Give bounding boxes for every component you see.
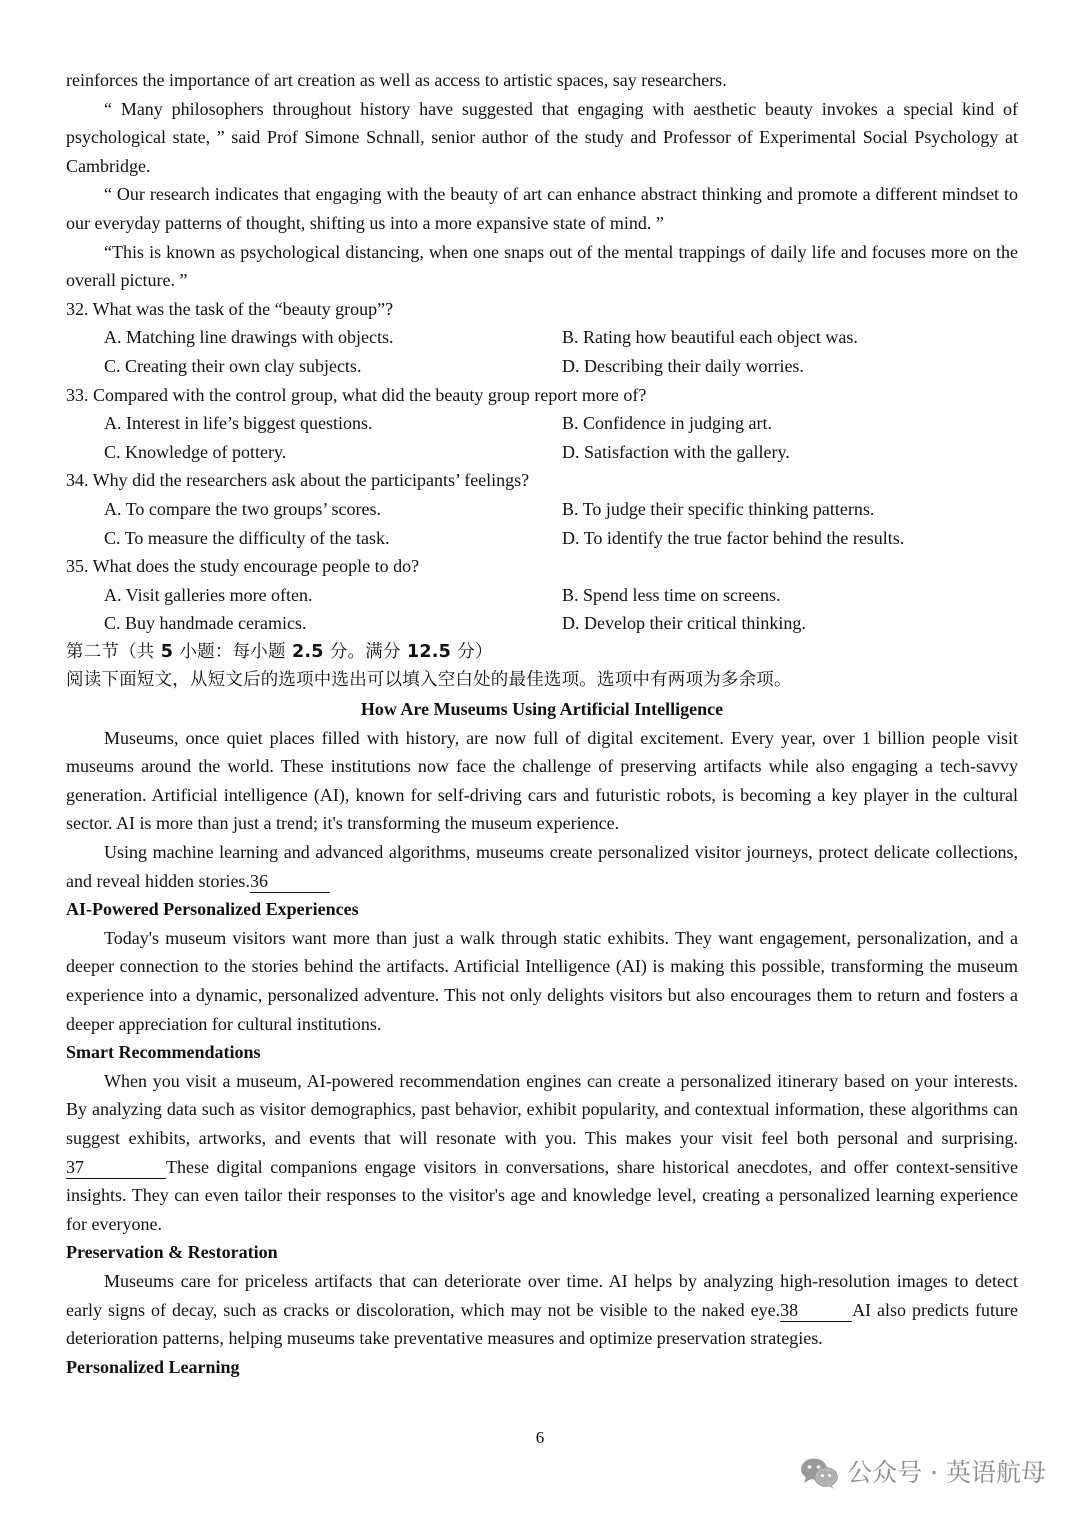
option-a: A. Interest in life’s biggest questions. — [104, 413, 373, 434]
section-total-points: 12.5 — [400, 641, 458, 662]
question-options — [66, 581, 1018, 638]
option-c: C. Knowledge of pottery. — [104, 441, 287, 462]
option-d: D. Develop their critical thinking. — [562, 613, 806, 634]
paragraph-text: When you visit a museum, AI-powered recommendation engines can create a personalized itinerary based on your interests. By analyzing data such as visitor demographics, past behavior, exhibit popularity, and contextual information, these algorithms can suggest exhibits, artworks, and events that will resonate with you. This makes your visit feel both personal and surprising. — [66, 1070, 1018, 1148]
page-number: 6 — [535, 1428, 545, 1447]
option-d: D. To identify the true factor behind the results. — [562, 527, 905, 548]
article-intro-paragraph: Museums, once quiet places filled with history, are now full of digital excitement. Every year, over 1 billion people visit museums around the world. These institutions now face the challenge of preserving artifacts while also engaging a tech-savvy generation. Artificial intelligence (AI), known for self-driving cars and futuristic robots, is becoming a key player in the cultural sector. AI is more than just a trend; it's transforming the museum experience. — [66, 727, 1018, 834]
blank-38: 38 — [780, 1299, 852, 1322]
option-b: B. Rating how beautiful each object was. — [562, 327, 858, 348]
paragraph-personalized-experiences: Today's museum visitors want more than just a walk through static exhibits. They want engagement, personalization, and a deeper connection to the stories behind the artifacts. Artificial Intelligence (AI) is making this possible, transforming the museum experience into a dynamic, personalized adventure. This not only delights visitors but also encourages them to return and fosters a deeper appreciation for cultural institutions. — [66, 927, 1018, 1034]
document-page — [66, 66, 1018, 1381]
option-c: C. Creating their own clay subjects. — [104, 355, 362, 376]
option-b: B. Confidence in judging art. — [562, 413, 772, 434]
option-c: C. To measure the difficulty of the task. — [104, 527, 390, 548]
paragraph-text: Using machine learning and advanced algorithms, museums create personalized visitor journeys, protect delicate collections, and reveal hidden stories. — [66, 842, 1018, 891]
question-33 — [66, 381, 1018, 467]
watermark-text: 公众号 · 英语航母 — [847, 1457, 1046, 1487]
option-b: B. To judge their specific thinking patterns. — [562, 498, 875, 519]
paragraph-smart-recommendations — [66, 1067, 1018, 1239]
quote-paragraph-distancing: “This is known as psychological distancing, when one snaps out of the mental trappings of daily life and focuses more on the overall picture. ” — [66, 241, 1018, 291]
article-title: How Are Museums Using Artificial Intelligence — [360, 699, 724, 720]
question-32 — [66, 295, 1018, 381]
article-intro-paragraph-2 — [66, 838, 1018, 895]
blank-37: 37 — [66, 1156, 166, 1179]
quote-paragraph-research: “ Our research indicates that engaging with the beauty of art can enhance abstract thinking and promote a different mindset to our everyday patterns of thought, shifting us into a more expansive state of mind. ” — [66, 184, 1018, 233]
section-instruction: 阅读下面短文，从短文后的选项中选出可以填入空白处的最佳选项。选项中有两项为多余项。 — [66, 670, 792, 691]
section-heading-smart-recommendations: Smart Recommendations — [66, 1042, 261, 1063]
question-options — [66, 323, 1018, 380]
section-question-count: 5 — [154, 641, 180, 662]
option-d: D. Describing their daily worries. — [562, 355, 804, 376]
option-d: D. Satisfaction with the gallery. — [562, 441, 790, 462]
question-stem: 33. Compared with the control group, what did the beauty group report more of? — [66, 384, 647, 405]
quote-paragraph-schnall: “ Many philosophers throughout history have suggested that engaging with aesthetic beauty invokes a special kind of psychological state, ” said Prof Simone Schnall, senior author of the study and Professor of Experimental Social Psychology at Cambridge. — [66, 98, 1018, 176]
option-c: C. Buy handmade ceramics. — [104, 613, 307, 634]
blank-36: 36 — [250, 870, 330, 893]
watermark — [799, 1455, 1046, 1491]
section-header-prefix: 第二节（共 — [66, 641, 155, 662]
question-35 — [66, 552, 1018, 638]
section-heading-preservation: Preservation & Restoration — [66, 1242, 278, 1263]
question-stem: 32. What was the task of the “beauty group”? — [66, 298, 394, 319]
question-options — [66, 409, 1018, 466]
section-header — [66, 638, 1018, 667]
passage-tail-line: reinforces the importance of art creation as well as access to artistic spaces, say researchers. — [66, 70, 727, 90]
section-header-text: 分。满分 — [329, 641, 401, 662]
paragraph-text: Museums care for priceless artifacts that can deteriorate over time. AI helps by analyzing high-resolution images to detect early signs of decay, such as cracks or discoloration, which may not be visible to the naked eye. — [66, 1270, 1018, 1320]
section-points-each: 2.5 — [285, 641, 330, 662]
option-b: B. Spend less time on screens. — [562, 584, 781, 605]
option-a: A. Visit galleries more often. — [104, 584, 313, 605]
section-heading-personalized-learning: Personalized Learning — [66, 1356, 240, 1377]
option-a: A. Matching line drawings with objects. — [104, 327, 394, 348]
option-a: A. To compare the two groups’ scores. — [104, 498, 382, 519]
question-34 — [66, 466, 1018, 552]
paragraph-text: AI also predicts future deterioration patterns, helping museums take preventative measures and optimize preservation strategies. — [66, 1299, 1018, 1349]
section-heading-personalized-experiences: AI-Powered Personalized Experiences — [66, 899, 359, 920]
wechat-icon — [799, 1456, 839, 1490]
section-header-suffix: 分） — [457, 641, 493, 662]
paragraph-preservation — [66, 1267, 1018, 1353]
question-stem: 34. Why did the researchers ask about the participants’ feelings? — [66, 470, 530, 491]
question-options — [66, 495, 1018, 552]
section-header-text: 小题：每小题 — [179, 641, 286, 662]
question-stem: 35. What does the study encourage people to do? — [66, 556, 420, 577]
paragraph-text: These digital companions engage visitors in conversations, share historical anecdotes, and offer context-sensitive insights. They can even tailor their responses to the visitor's age and knowledge level, creating a personalized learning experience for everyone. — [66, 1156, 1018, 1234]
